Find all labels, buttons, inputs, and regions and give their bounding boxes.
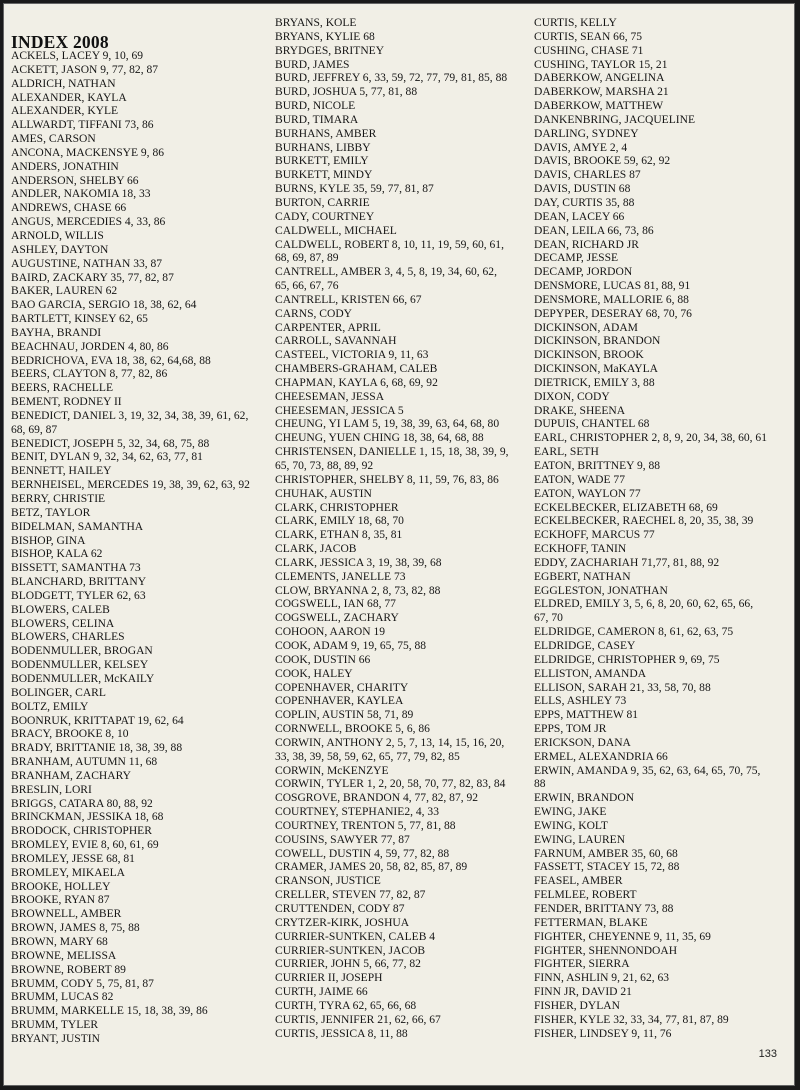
index-entry: CASTEEL, VICTORIA 9, 11, 63 [275, 349, 429, 362]
index-entry: CANTRELL, AMBER 3, 4, 5, 8, 19, 34, 60, 62, [275, 266, 497, 279]
index-entry: BRANHAM, ZACHARY [11, 769, 131, 782]
index-entry: BROWN, JAMES 8, 75, 88 [11, 922, 140, 935]
index-entry: BURTON, CARRIE [275, 196, 370, 209]
index-entry: BOLINGER, CARL [11, 686, 106, 699]
index-entry: COPENHAVER, CHARITY [275, 681, 409, 694]
index-entry: DABERKOW, ANGELINA [534, 72, 665, 85]
index-entry: BRUMM, LUCAS 82 [11, 991, 114, 1004]
index-entry: 88 [534, 778, 546, 791]
index-entry: BLOWERS, CALEB [11, 603, 110, 616]
index-entry: FISHER, DYLAN [534, 999, 620, 1012]
index-entry: BENNETT, HAILEY [11, 465, 112, 478]
index-entry: BURD, NICOLE [275, 100, 356, 113]
index-entry: CLEMENTS, JANELLE 73 [275, 570, 406, 583]
index-entry: COGSWELL, IAN 68, 77 [275, 598, 396, 611]
index-entry: DENSMORE, MALLORIE 6, 88 [534, 293, 689, 306]
index-entry: BRADY, BRITTANIE 18, 38, 39, 88 [11, 742, 183, 755]
index-entry: ALDRICH, NATHAN [11, 77, 116, 90]
index-entry: COPENHAVER, KAYLEA [275, 695, 404, 708]
index-entry: BEERS, CLAYTON 8, 77, 82, 86 [11, 368, 168, 381]
index-entry: 65, 66, 67, 76 [275, 280, 339, 293]
index-entry: CARPENTER, APRIL [275, 321, 381, 334]
index-entry: DABERKOW, MARSHA 21 [534, 86, 669, 99]
index-entry: CURTH, JAIME 66 [275, 986, 368, 999]
index-entry: 65, 70, 73, 88, 89, 92 [275, 460, 374, 472]
index-entry: BEDRICHOVA, EVA 18, 38, 62, 64,68, 88 [11, 354, 211, 367]
index-entry: FIGHTER, CHEYENNE 9, 11, 35, 69 [534, 930, 711, 943]
index-entry: BLODGETT, TYLER 62, 63 [11, 589, 146, 602]
index-entry: BRINCKMAN, JESSIKA 18, 68 [11, 811, 164, 824]
index-entry: CURTIS, SEAN 66, 75 [534, 30, 643, 43]
index-entry: FENDER, BRITTANY 73, 88 [534, 903, 674, 915]
index-entry: DECAMP, JORDON [534, 266, 633, 279]
index-entry: CRANSON, JUSTICE [275, 875, 381, 888]
index-entry: ELDRED, EMILY 3, 5, 6, 8, 20, 60, 62, 65, 66, [534, 598, 754, 611]
index-entry: BISHOP, GINA [11, 534, 86, 547]
index-entry: CHEUNG, YI LAM 5, 19, 38, 39, 63, 64, 68, 80 [275, 418, 500, 431]
index-entry: CLARK, ETHAN 8, 35, 81 [275, 529, 403, 542]
index-entry: BENEDICT, JOSEPH 5, 32, 34, 68, 75, 88 [11, 437, 210, 450]
index-entry: CLOW, BRYANNA 2, 8, 73, 82, 88 [275, 584, 441, 597]
index-entry: EDDY, ZACHARIAH 71,77, 81, 88, 92 [534, 556, 720, 569]
index-entry: FARNUM, AMBER 35, 60, 68 [534, 847, 678, 860]
index-entry: DAVIS, AMYE 2, 4 [534, 141, 628, 154]
index-entry: CRELLER, STEVEN 77, 82, 87 [275, 889, 426, 902]
index-entry: BROOKE, HOLLEY [11, 880, 111, 893]
index-entry: BRACY, BROOKE 8, 10 [11, 728, 129, 741]
index-entry: EPPS, TOM JR [534, 723, 607, 736]
index-entry: DIETRICK, EMILY 3, 88 [534, 376, 655, 389]
index-entry: EATON, WADE 77 [534, 473, 625, 486]
index-entry: BRUMM, CODY 5, 75, 81, 87 [11, 977, 154, 990]
index-entry: FINN JR, DAVID 21 [534, 986, 632, 999]
index-entry: COUSINS, SAWYER 77, 87 [275, 833, 410, 846]
index-entry: CALDWELL, ROBERT 8, 10, 11, 19, 59, 60, 61, [275, 238, 504, 251]
index-column-1 [11, 50, 250, 1047]
index-entry: CARNS, CODY [275, 307, 352, 320]
index-entry: ANDERS, JONATHIN [11, 160, 119, 173]
index-entry: BROOKE, RYAN 87 [11, 894, 110, 907]
index-entry: ACKETT, JASON 9, 77, 82, 87 [11, 63, 159, 76]
index-entry: DEPYPER, DESERAY 68, 70, 76 [534, 307, 692, 320]
index-entry: ARNOLD, WILLIS [11, 229, 104, 242]
index-entry: CHEESEMAN, JESSICA 5 [275, 404, 404, 417]
index-entry: BODENMULLER, KELSEY [11, 659, 149, 672]
index-entry: CURTIS, KELLY [534, 17, 617, 29]
index-entry: FASSETT, STACEY 15, 72, 88 [534, 861, 680, 874]
index-entry: BETZ, TAYLOR [11, 506, 91, 519]
index-entry: ELLS, ASHLEY 73 [534, 695, 627, 708]
index-entry: COGSWELL, ZACHARY [275, 612, 399, 625]
index-entry: FISHER, KYLE 32, 33, 34, 77, 81, 87, 89 [534, 1013, 729, 1026]
index-entry: CORWIN, ANTHONY 2, 5, 7, 13, 14, 15, 16, 20, [275, 736, 505, 749]
index-entry: EWING, KOLT [534, 819, 608, 832]
index-entry: CADY, COURTNEY [275, 210, 375, 223]
index-entry: ECKHOFF, TANIN [534, 543, 627, 556]
index-entry: BISHOP, KALA 62 [11, 548, 103, 561]
index-entry: DRAKE, SHEENA [534, 404, 626, 417]
index-entry: BEMENT, RODNEY II [11, 396, 122, 409]
index-entry: BURKETT, MINDY [275, 169, 373, 182]
index-entry: CHEUNG, YUEN CHING 18, 38, 64, 68, 88 [275, 432, 484, 445]
index-entry: BROWNE, MELISSA [11, 949, 117, 962]
index-entry: DICKINSON, MaKAYLA [534, 363, 659, 376]
index-entry: EATON, WAYLON 77 [534, 487, 641, 500]
index-entry: BAYHA, BRANDI [11, 326, 102, 339]
index-entry: BODENMULLER, McKAILY [11, 672, 155, 685]
index-entry: ECKELBECKER, ELIZABETH 68, 69 [534, 501, 718, 514]
index-entry: DAY, CURTIS 35, 88 [534, 196, 635, 209]
index-entry: CURTIS, JENNIFER 21, 62, 66, 67 [275, 1013, 441, 1026]
index-entry: ALEXANDER, KYLE [11, 105, 119, 118]
index-entry: EARL, SETH [534, 446, 599, 459]
index-entry: BRANHAM, AUTUMN 11, 68 [11, 756, 158, 769]
index-entry: ERICKSON, DANA [534, 736, 631, 749]
index-entry: DICKINSON, ADAM [534, 321, 638, 334]
index-entry: CLARK, JESSICA 3, 19, 38, 39, 68 [275, 556, 442, 569]
index-entry: BRYANS, KOLE [275, 17, 357, 29]
index-column-2 [275, 17, 509, 1041]
index-entry: ERWIN, BRANDON [534, 792, 635, 805]
index-entry: DANKENBRING, JACQUELINE [534, 113, 696, 126]
index-entry: CUSHING, TAYLOR 15, 21 [534, 58, 668, 71]
index-entry: BRYDGES, BRITNEY [275, 44, 385, 57]
index-entry: DEAN, LACEY 66 [534, 210, 625, 223]
index-entry: DAVIS, BROOKE 59, 62, 92 [534, 155, 671, 168]
index-entry: CLARK, CHRISTOPHER [275, 501, 399, 514]
index-entry: ERWIN, AMANDA 9, 35, 62, 63, 64, 65, 70, 75, [534, 764, 761, 777]
index-entry: CURTH, TYRA 62, 65, 66, 68 [275, 999, 417, 1012]
index-entry: BAKER, LAUREN 62 [11, 285, 118, 298]
index-entry: EARL, CHRISTOPHER 2, 8, 9, 20, 34, 38, 60, 61 [534, 432, 767, 445]
index-entry: BURD, JAMES [275, 58, 350, 71]
index-entry: AMES, CARSON [11, 133, 96, 146]
index-entry: AUGUSTINE, NATHAN 33, 87 [11, 257, 163, 270]
index-entry: DABERKOW, MATTHEW [534, 100, 664, 113]
index-entry: BRODOCK, CHRISTOPHER [11, 825, 152, 838]
index-entry: BROMLEY, JESSE 68, 81 [11, 852, 135, 865]
index-entry: BRYANT, JUSTIN [11, 1032, 100, 1045]
index-entry: COOK, DUSTIN 66 [275, 653, 371, 666]
index-entry: FEASEL, AMBER [534, 875, 623, 888]
index-entry: COURTNEY, TRENTON 5, 77, 81, 88 [275, 819, 456, 832]
index-entry: EGBERT, NATHAN [534, 570, 631, 583]
index-entry: DICKINSON, BROOK [534, 349, 644, 362]
index-entry: BENEDICT, DANIEL 3, 19, 32, 34, 38, 39, 61, 62, [11, 409, 249, 422]
index-entry: BARTLETT, KINSEY 62, 65 [11, 313, 148, 326]
index-entry: DARLING, SYDNEY [534, 127, 639, 140]
index-entry: BIDELMAN, SAMANTHA [11, 520, 144, 533]
index-entry: ELDRIDGE, CHRISTOPHER 9, 69, 75 [534, 653, 720, 666]
index-entry: CANTRELL, KRISTEN 66, 67 [275, 293, 422, 306]
index-entry: BLANCHARD, BRITTANY [11, 576, 147, 589]
index-entry: CLARK, JACOB [275, 543, 357, 556]
index-entry: 68, 69, 87 [11, 423, 58, 436]
index-entry: COSGROVE, BRANDON 4, 77, 82, 87, 92 [275, 792, 479, 805]
index-entry: BRIGGS, CATARA 80, 88, 92 [11, 797, 153, 810]
index-entry: EATON, BRITTNEY 9, 88 [534, 460, 661, 472]
index-entry: CURRIER, JOHN 5, 66, 77, 82 [275, 958, 421, 971]
index-entry: BURHANS, LIBBY [275, 141, 371, 154]
index-entry: FIGHTER, SIERRA [534, 958, 630, 971]
index-entry: BRUMM, TYLER [11, 1019, 99, 1032]
index-entry: ELLISTON, AMANDA [534, 667, 647, 680]
index-entry: ASHLEY, DAYTON [11, 243, 109, 256]
index-entry: ERMEL, ALEXANDRIA 66 [534, 750, 668, 763]
index-entry: CHAMBERS-GRAHAM, CALEB [275, 363, 438, 376]
index-entry: ANCONA, MACKENSYE 9, 86 [11, 146, 165, 159]
index-entry: ALLWARDT, TIFFANI 73, 86 [11, 119, 154, 132]
page-number: 133 [758, 1048, 777, 1060]
index-entry: COOK, HALEY [275, 667, 353, 680]
index-entry: BRESLIN, LORI [11, 783, 92, 796]
index-entry: 68, 69, 87, 89 [275, 252, 339, 265]
index-entry: CURTIS, JESSICA 8, 11, 88 [275, 1027, 408, 1040]
page-title: INDEX 2008 [11, 32, 109, 52]
index-entry: ELLISON, SARAH 21, 33, 58, 70, 88 [534, 681, 711, 694]
index-entry: BOONRUK, KRITTAPAT 19, 62, 64 [11, 714, 184, 727]
index-entry: DUPUIS, CHANTEL 68 [534, 418, 650, 431]
index-entry: BLOWERS, CELINA [11, 617, 115, 630]
index-entry: ELDRIDGE, CAMERON 8, 61, 62, 63, 75 [534, 626, 734, 639]
index-entry: BERNHEISEL, MERCEDES 19, 38, 39, 62, 63, 92 [11, 479, 250, 492]
index-entry: ELDRIDGE, CASEY [534, 639, 636, 652]
index-entry: BURD, JEFFREY 6, 33, 59, 72, 77, 79, 81, 85, 88 [275, 72, 508, 85]
index-entry: FINN, ASHLIN 9, 21, 62, 63 [534, 972, 670, 985]
index-entry: DICKINSON, BRANDON [534, 335, 661, 348]
index-entry: CLARK, EMILY 18, 68, 70 [275, 515, 404, 528]
index-entry: ANDLER, NAKOMIA 18, 33 [11, 188, 151, 201]
index-column-3 [534, 17, 767, 1041]
index-entry: ANGUS, MERCEDIES 4, 33, 86 [11, 216, 166, 229]
index-entry: CHUHAK, AUSTIN [275, 487, 372, 500]
index-entry: DEAN, RICHARD JR [534, 238, 639, 251]
index-entry: DIXON, CODY [534, 390, 610, 403]
index-entry: BLOWERS, CHARLES [11, 631, 125, 644]
index-entry: CUSHING, CHASE 71 [534, 44, 644, 57]
index-entry: CORWIN, TYLER 1, 2, 20, 58, 70, 77, 82, 83, 84 [275, 778, 506, 791]
index-entry: DEAN, LEILA 66, 73, 86 [534, 224, 654, 237]
index-entry: DECAMP, JESSE [534, 252, 619, 265]
index-entry: EGGLESTON, JONATHAN [534, 584, 668, 597]
index-entry: CORNWELL, BROOKE 5, 6, 86 [275, 723, 430, 736]
index-entry: BAO GARCIA, SERGIO 18, 38, 62, 64 [11, 299, 197, 312]
index-entry: ACKELS, LACEY 9, 10, 69 [11, 50, 144, 62]
index-entry: COHOON, AARON 19 [275, 626, 386, 639]
index-entry: DENSMORE, LUCAS 81, 88, 91 [534, 280, 691, 293]
index-entry: CHRISTOPHER, SHELBY 8, 11, 59, 76, 83, 86 [275, 473, 499, 486]
index-entry: BISSETT, SAMANTHA 73 [11, 562, 141, 575]
index-entry: EPPS, MATTHEW 81 [534, 709, 639, 722]
index-entry: BURKETT, EMILY [275, 155, 369, 168]
index-entry: BURD, TIMARA [275, 113, 359, 126]
index-entry: BRYANS, KYLIE 68 [275, 30, 375, 43]
index-entry: BURNS, KYLE 35, 59, 77, 81, 87 [275, 183, 434, 196]
index-entry: FETTERMAN, BLAKE [534, 916, 648, 929]
index-entry: CALDWELL, MICHAEL [275, 224, 397, 237]
index-entry: ALEXANDER, KAYLA [11, 91, 127, 104]
index-entry: CHEESEMAN, JESSA [275, 390, 385, 403]
index-entry: CORWIN, McKENZYE [275, 764, 389, 777]
index-entry: BERRY, CHRISTIE [11, 493, 106, 505]
index-entry: 67, 70 [534, 612, 563, 625]
index-entry: 33, 38, 39, 58, 59, 62, 65, 77, 79, 82, 85 [275, 750, 460, 763]
index-entry: EWING, LAUREN [534, 833, 626, 846]
index-entry: CARROLL, SAVANNAH [275, 335, 397, 348]
index-entry: ANDREWS, CHASE 66 [11, 202, 127, 215]
index-entry: CURRIER-SUNTKEN, CALEB 4 [275, 930, 436, 943]
index-entry: ECKHOFF, MARCUS 77 [534, 529, 655, 542]
index-entry: BOLTZ, EMILY [11, 700, 89, 713]
index-entry: COOK, ADAM 9, 19, 65, 75, 88 [275, 639, 427, 652]
index-entry: BROMLEY, MIKAELA [11, 866, 125, 879]
index-entry: CRUTTENDEN, CODY 87 [275, 903, 405, 915]
index-entry: ECKELBECKER, RAECHEL 8, 20, 35, 38, 39 [534, 515, 754, 528]
index-entry: BURD, JOSHUA 5, 77, 81, 88 [275, 86, 418, 99]
index-entry: COWELL, DUSTIN 4, 59, 77, 82, 88 [275, 847, 450, 860]
index-entry: ANDERSON, SHELBY 66 [11, 174, 139, 187]
index-entry: CHRISTENSEN, DANIELLE 1, 15, 18, 38, 39, 9, [275, 446, 509, 459]
index-entry: BROWN, MARY 68 [11, 936, 108, 948]
index-entry: BENIT, DYLAN 9, 32, 34, 62, 63, 77, 81 [11, 451, 203, 464]
index-entry: CRYTZER-KIRK, JOSHUA [275, 916, 410, 929]
index-entry: BROWNELL, AMBER [11, 908, 122, 921]
index-entry: CURRIER II, JOSEPH [275, 972, 383, 985]
index-entry: BRUMM, MARKELLE 15, 18, 38, 39, 86 [11, 1005, 208, 1018]
index-entry: BURHANS, AMBER [275, 127, 377, 140]
index-entry: BEERS, RACHELLE [11, 382, 113, 395]
index-entry: DAVIS, DUSTIN 68 [534, 183, 631, 196]
index-entry: BEACHNAU, JORDEN 4, 80, 86 [11, 340, 169, 353]
index-entry: CHAPMAN, KAYLA 6, 68, 69, 92 [275, 376, 438, 389]
index-entry: EWING, JAKE [534, 806, 607, 819]
index-entry: FELMLEE, ROBERT [534, 889, 637, 902]
index-entry: BROWNE, ROBERT 89 [11, 963, 126, 976]
index-entry: BODENMULLER, BROGAN [11, 645, 153, 658]
index-entry: BAIRD, ZACKARY 35, 77, 82, 87 [11, 271, 174, 284]
index-entry: BROMLEY, EVIE 8, 60, 61, 69 [11, 839, 159, 852]
index-entry: COPLIN, AUSTIN 58, 71, 89 [275, 709, 414, 722]
index-entry: DAVIS, CHARLES 87 [534, 169, 641, 182]
index-entry: FIGHTER, SHENNONDOAH [534, 944, 678, 957]
index-entry: CRAMER, JAMES 20, 58, 82, 85, 87, 89 [275, 861, 468, 874]
index-page [3, 3, 795, 1086]
index-entry: CURRIER-SUNTKEN, JACOB [275, 944, 426, 957]
index-entry: FISHER, LINDSEY 9, 11, 76 [534, 1027, 672, 1040]
index-entry: COURTNEY, STEPHANIE2, 4, 33 [275, 806, 439, 819]
